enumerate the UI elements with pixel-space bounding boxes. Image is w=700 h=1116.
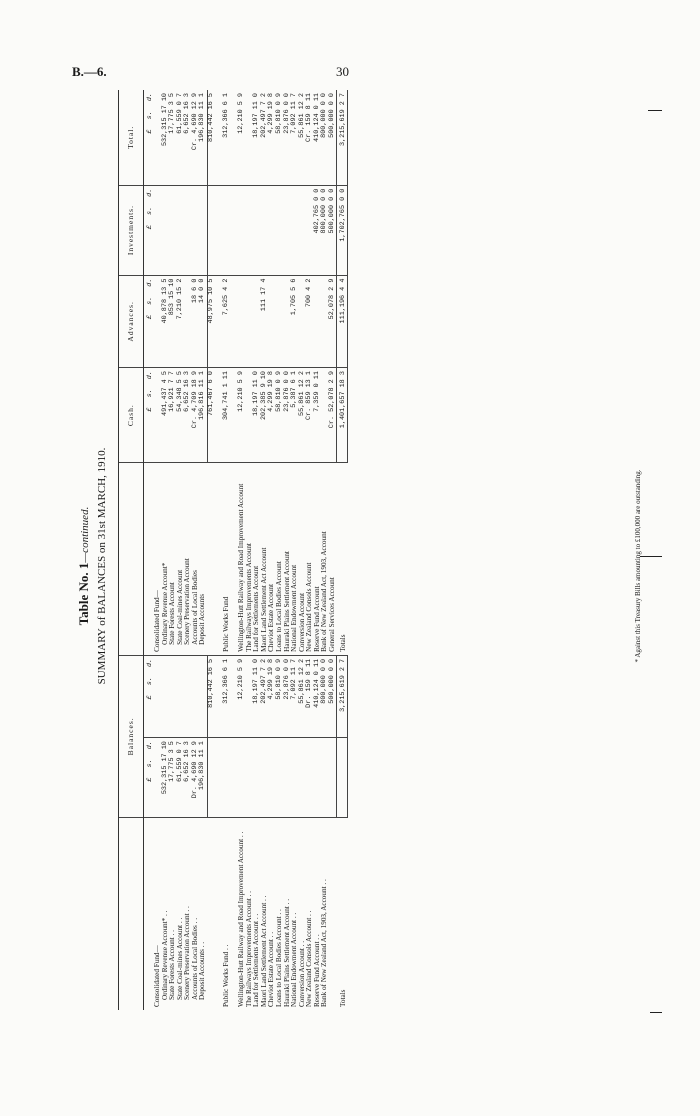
investments-amount (184, 185, 192, 275)
cash-amount: Cr. 859 13 1 (306, 368, 314, 463)
total-amount: 23,876 0 0 (284, 90, 292, 185)
left-detail-amount (238, 738, 246, 818)
leader-dots: . . (252, 913, 261, 921)
left-row-label: Consolidated Fund— (153, 945, 161, 1007)
leader-dots: . . (282, 899, 291, 907)
total-amount: 202,497 7 2 (261, 90, 269, 185)
advances-amount: 52,078 2 9 (329, 275, 337, 368)
unit-pounds: £ (145, 695, 154, 700)
left-detail-amount (291, 738, 299, 818)
leader-dots: . . (168, 930, 177, 938)
investments-amount (199, 185, 207, 275)
leader-dots: . . (237, 831, 246, 839)
left-balance-amount (169, 655, 177, 737)
total-amount: 18,197 11 0 (253, 90, 261, 185)
advances-amount: 18 6 0 (192, 275, 200, 368)
grand-total: 3,215,619 2 7 (337, 90, 348, 185)
left-row-label: Maori Land Settlement Act Account . . (259, 895, 268, 1007)
leader-dots: . . (183, 906, 192, 914)
table-title (76, 92, 92, 1040)
left-totals-amount: 3,215,619 2 7 (337, 655, 348, 737)
left-row-label (207, 817, 215, 1010)
total-header: Total. (119, 90, 144, 185)
right-row-label: Hauraki Plains Settlement Account (284, 463, 292, 656)
advances-amount (246, 275, 254, 368)
left-row-label: National Endowment Account . . (290, 912, 299, 1007)
investments-amount (284, 185, 292, 275)
total-amount: Cr. 4,690 12 9 (192, 90, 200, 185)
table-row (177, 90, 185, 1010)
right-row-label: State Coal-mines Account (177, 463, 185, 656)
right-row-label: Scenery Preservation Account (184, 463, 192, 656)
left-balance-amount: 7,092 11 7 (291, 655, 299, 737)
left-detail-amount (261, 738, 269, 818)
table-row (199, 90, 207, 1010)
total-amount: 61,559 0 7 (177, 90, 185, 185)
leader-dots: . . (290, 912, 299, 920)
unit-shillings: s. (145, 759, 154, 768)
leader-dots: . . (244, 891, 253, 899)
investments-amount (268, 185, 276, 275)
left-balance-amount (154, 655, 162, 737)
cash-amount: 4,299 19 8 (268, 368, 276, 463)
table-row (162, 90, 170, 1010)
spacer-cell (230, 275, 238, 368)
unit-pounds: £ (145, 314, 154, 320)
units-label (143, 185, 154, 275)
left-detail-amount (284, 738, 292, 818)
unit-shillings: s. (145, 677, 154, 686)
advances-amount: 853 15 10 (169, 275, 177, 368)
left-balance-amount: 410,124 0 11 (314, 655, 322, 737)
left-row-label: Ordinary Revenue Account* . . (160, 910, 169, 1000)
right-row-label: General Services Account (329, 463, 337, 656)
units-row (143, 90, 154, 1010)
cash-amount: Cr. 4,709 18 9 (192, 368, 200, 463)
table-row (192, 90, 200, 1010)
left-balance-amount: 810,442 16 5 (207, 655, 215, 737)
units-label (143, 368, 154, 463)
left-totals-empty (337, 738, 348, 818)
investments-amount: 500,000 0 0 (329, 185, 337, 275)
unit-pounds: £ (145, 777, 154, 782)
right-row-label: Deposit Accounts (199, 463, 207, 656)
investments-amount (299, 185, 307, 275)
investments-amount (261, 185, 269, 275)
leader-dots: . . (275, 909, 283, 917)
right-label-header (119, 463, 144, 656)
left-balance-amount: 800,000 0 0 (321, 655, 329, 737)
leader-dots: . . (198, 941, 207, 950)
unit-pence: d. (145, 188, 154, 197)
advances-amount (268, 275, 276, 368)
investments-amount (253, 185, 261, 275)
advances-amount: 7,210 15 2 (177, 275, 185, 368)
total-amount: 312,366 6 1 (223, 90, 231, 185)
total-amount: 500,000 0 0 (329, 90, 337, 185)
left-row-label: Loans to Local Bodies Account . . (275, 909, 283, 1007)
right-row-label: Public Works Fund (223, 463, 231, 656)
left-row-label: State Forests Account . . (168, 930, 177, 1000)
cash-amount: 7,359 0 11 (314, 368, 322, 463)
right-row-label: Bank of New Zealand Act, 1903, Account (321, 463, 329, 656)
advances-header: Advances. (119, 275, 144, 368)
investments-amount (162, 185, 170, 275)
cash-header: Cash. (119, 368, 144, 463)
left-balance-amount (199, 655, 207, 737)
table-row (268, 90, 276, 1010)
left-balance-amount (192, 655, 200, 737)
left-row-label: Land for Settlements Account . . (252, 913, 261, 1007)
unit-pounds: £ (145, 129, 154, 134)
total-amount: 58,810 0 9 (276, 90, 284, 185)
spacer-cell (230, 185, 238, 275)
unit-shillings: s. (145, 206, 154, 215)
spacer-cell (215, 185, 223, 275)
cash-amount: 58,810 0 9 (276, 368, 284, 463)
unit-pence: d. (145, 278, 154, 287)
rotated-table-block (70, 92, 660, 1040)
advances-amount: 7,625 4 2 (223, 275, 231, 368)
left-balance-amount: 58,810 0 9 (276, 655, 284, 737)
right-row-label: Conversion Account (299, 463, 307, 656)
left-detail-amount (276, 738, 284, 818)
leader-dots: . . (267, 931, 276, 940)
footnote: * Against this Treasury Bills amounting to £100,000 are outstanding. (634, 469, 642, 663)
cash-amount: 5,387 6 1 (291, 368, 299, 463)
left-row-label: Conversion Account . . (297, 940, 306, 1007)
leader-dots: . . (221, 944, 230, 952)
investments-amount (169, 185, 177, 275)
cash-total: 1,401,657 18 3 (337, 368, 348, 463)
row-gap (215, 90, 223, 1010)
leader-dots: . . (320, 879, 329, 887)
table-title-suffix: —continued. (79, 506, 91, 563)
total-amount: 4,299 19 8 (268, 90, 276, 185)
left-balance-amount: 23,876 0 0 (284, 655, 292, 737)
left-balance-amount (177, 655, 185, 737)
investments-amount: 402,765 0 0 (314, 185, 322, 275)
table-row (299, 90, 307, 1010)
summary-table (118, 90, 348, 1010)
spacer-cell (230, 738, 238, 818)
left-detail-amount (223, 738, 231, 818)
right-row-label: National Endowment Account (291, 463, 299, 656)
left-detail-amount (207, 738, 215, 818)
unit-pence: d. (145, 741, 154, 750)
table-row (246, 90, 254, 1010)
left-totals-label: Totals (338, 989, 347, 1007)
table-subtitle: SUMMARY of BALANCES on 31st MARCH, 1910. (96, 447, 108, 685)
table-row (284, 90, 292, 1010)
advances-amount (238, 275, 246, 368)
table-row (169, 90, 177, 1010)
investments-header: Investments. (119, 185, 144, 275)
left-detail-amount (306, 738, 314, 818)
page-number: 30 (336, 64, 349, 79)
table-row (329, 90, 337, 1010)
left-row-label: Public Works Fund . . (221, 944, 230, 1007)
advances-amount (314, 275, 322, 368)
leader-dots: . . (312, 934, 321, 942)
unit-pence: d. (145, 371, 154, 380)
left-detail-amount: 6,652 16 3 (184, 738, 192, 818)
cash-amount: 54,348 5 5 (177, 368, 185, 463)
investments-amount (246, 185, 254, 275)
investments-amount: 800,000 0 0 (321, 185, 329, 275)
total-amount: 410,124 0 11 (314, 90, 322, 185)
left-balance-amount (162, 655, 170, 737)
leader-dots: . . (175, 917, 184, 925)
left-detail-amount: Dr. 4,690 12 9 (192, 738, 200, 818)
investments-amount (177, 185, 185, 275)
leader-dots: . . (190, 917, 199, 926)
cash-amount: 16,921 7 7 (169, 368, 177, 463)
investments-amount (238, 185, 246, 275)
cash-amount: 23,876 0 0 (284, 368, 292, 463)
advances-amount: 700 4 2 (306, 275, 314, 368)
right-row-label: New Zealand Consols Account (306, 463, 314, 656)
left-balance-amount: 202,497 7 2 (261, 655, 269, 737)
left-row-label: State Coal-mines Account . . (175, 917, 184, 1000)
total-amount: 7,092 11 7 (291, 90, 299, 185)
table-row (261, 90, 269, 1010)
left-row-label: Wellington-Hutt Railway and Road Improvement Account . . (237, 831, 246, 1007)
totals-row (337, 90, 348, 1010)
right-row-label: Wellington-Hutt Railway and Road Improvement Account (238, 463, 246, 656)
left-row-label: Accounts of Local Bodies . . (190, 917, 199, 1000)
unit-pounds: £ (145, 407, 154, 412)
total-amount: 532,315 17 10 (162, 90, 170, 185)
total-amount: 196,830 11 1 (199, 90, 207, 185)
cash-amount: 196,816 11 1 (199, 368, 207, 463)
advances-amount: 1,705 5 6 (291, 275, 299, 368)
left-balance-amount (184, 655, 192, 737)
left-row-label (329, 817, 337, 1010)
table-row (154, 90, 162, 1010)
table-body (143, 90, 347, 1010)
units-label (143, 738, 154, 818)
unit-shillings: s. (145, 389, 154, 398)
advances-amount: 48,975 10 5 (207, 275, 215, 368)
table-row (223, 90, 231, 1010)
left-balance-amount: 55,861 12 2 (299, 655, 307, 737)
leader-dots: . . (297, 940, 306, 949)
left-balance-amount: Dr. 159 8 11 (306, 655, 314, 737)
left-row-label: The Railways Improvements Account . . (244, 891, 253, 1007)
units-label (143, 655, 154, 737)
left-balance-amount: 18,197 11 0 (253, 655, 261, 737)
left-balance-amount: 500,000 0 0 (329, 655, 337, 737)
total-amount: 55,861 12 2 (299, 90, 307, 185)
right-row-label (207, 463, 215, 656)
total-amount: 800,000 0 0 (321, 90, 329, 185)
cash-amount: Cr. 52,078 2 9 (329, 368, 337, 463)
left-detail-amount (268, 738, 276, 818)
right-row-label: Cheviot Estate Account (268, 463, 276, 656)
advances-amount: 111 17 4 (261, 275, 269, 368)
table-title-text: Table No. 1 (76, 562, 91, 626)
advances-amount: 40,878 13 5 (162, 275, 170, 368)
leader-dots: . . (259, 895, 268, 903)
left-row-label: Bank of New Zealand Act, 1903, Account . . (320, 879, 329, 1007)
units-label (143, 275, 154, 368)
cash-amount: 55,861 12 2 (299, 368, 307, 463)
investments-amount (207, 185, 215, 275)
left-row-label: Cheviot Estate Account . . (267, 931, 276, 1007)
cash-amount: 304,741 1 11 (223, 368, 231, 463)
cash-amount: 202,385 9 10 (261, 368, 269, 463)
cash-amount: 18,197 11 0 (253, 368, 261, 463)
right-row-label: Accounts of Local Bodies (192, 463, 200, 656)
leader-dots: . . (160, 910, 169, 918)
table-row (184, 90, 192, 1010)
left-detail-amount: 196,830 11 1 (199, 738, 207, 818)
unit-pence: d. (145, 658, 154, 668)
cash-amount: 6,652 16 3 (184, 368, 192, 463)
unit-pence: d. (145, 93, 154, 102)
right-row-label: Ordinary Revenue Account* (162, 463, 170, 656)
investments-amount (276, 185, 284, 275)
left-detail-amount (246, 738, 254, 818)
unit-shillings: s. (145, 296, 154, 305)
total-amount: 6,652 16 3 (184, 90, 192, 185)
right-row-label: State Forests Account (169, 463, 177, 656)
total-amount: 17,775 3 5 (169, 90, 177, 185)
advances-total: 111,196 4 4 (337, 275, 348, 368)
investments-total: 1,702,765 0 0 (337, 185, 348, 275)
advances-amount (276, 275, 284, 368)
total-amount: 12,210 5 9 (238, 90, 246, 185)
left-detail-amount (329, 738, 337, 818)
left-detail-amount (314, 738, 322, 818)
left-detail-amount: 61,559 0 7 (177, 738, 185, 818)
left-detail-amount (321, 738, 329, 818)
balances-header: Balances. (119, 655, 144, 817)
left-label-header (119, 817, 144, 1010)
right-row-label: Land for Settlements Account (253, 463, 261, 656)
right-row-label: Consolidated Fund— (154, 463, 162, 656)
left-balance-amount: 312,366 6 1 (223, 655, 231, 737)
right-row-label: Reserve Fund Account (314, 463, 322, 656)
right-row-label: Loans to Local Bodies Account (276, 463, 284, 656)
left-balance-amount: 4,299 19 8 (268, 655, 276, 737)
unit-pounds: £ (145, 224, 154, 230)
spacer-cell (215, 738, 223, 818)
investments-amount (291, 185, 299, 275)
advances-amount: 14 0 0 (199, 275, 207, 368)
left-detail-amount: 532,315 17 10 (162, 738, 170, 818)
units-label (143, 90, 154, 185)
investments-amount (154, 185, 162, 275)
cash-amount: 761,467 6 0 (207, 368, 215, 463)
cash-amount: 491,437 4 5 (162, 368, 170, 463)
unit-shillings: s. (145, 111, 154, 120)
table-row (276, 90, 284, 1010)
left-detail-amount (253, 738, 261, 818)
left-row-label: New Zealand Consols Account . . (305, 910, 314, 1007)
leader-dots: . . (305, 910, 314, 918)
left-row-label: Scenery Preservation Account . . (183, 906, 192, 1000)
table-row (291, 90, 299, 1010)
right-totals-label: Totals (337, 463, 348, 656)
left-detail-amount (299, 738, 307, 818)
table-row (207, 90, 215, 1010)
right-row-label: The Railways Improvements Account (246, 463, 254, 656)
left-detail-amount: 17,775 3 5 (169, 738, 177, 818)
total-amount: Cr. 159 8 11 (306, 90, 314, 185)
left-row-label: Hauraki Plains Settlement Account . . (282, 899, 291, 1007)
page-reference: B.—6. (72, 64, 107, 79)
left-row-label: Reserve Fund Account . . (312, 934, 321, 1007)
cash-amount: 12,210 5 9 (238, 368, 246, 463)
right-row-label: Maori Land Settlement Act Account (261, 463, 269, 656)
investments-amount (223, 185, 231, 275)
investments-amount (192, 185, 200, 275)
left-balance-amount: 12,210 5 9 (238, 655, 246, 737)
left-row-label: Deposit Accounts . . (198, 941, 207, 1000)
total-amount: 810,442 16 5 (207, 90, 215, 185)
